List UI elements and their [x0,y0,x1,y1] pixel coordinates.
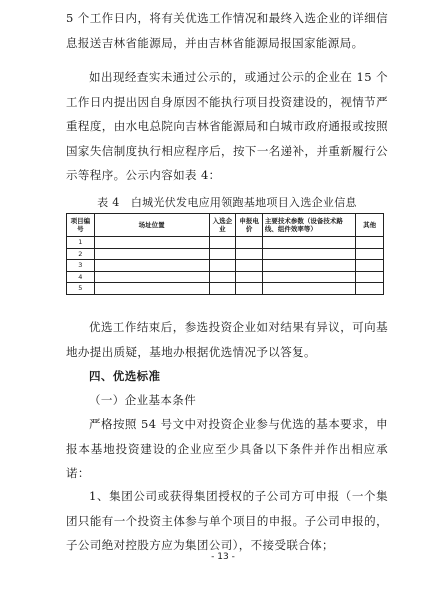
header-tech-params: 主要技术参数（设备技术路线、组件效率等） [262,214,355,237]
cell-params [262,283,355,295]
cell-other [356,248,384,260]
cell-other [356,237,384,249]
cell-project-no: 5 [67,283,95,295]
page-number: - 13 - [211,552,235,562]
cell-site [94,248,209,260]
cell-price [236,260,263,272]
header-site-location: 场址位置 [94,214,209,237]
cell-params [262,248,355,260]
cell-project-no: 3 [67,260,95,272]
cell-other [356,260,384,272]
cell-company [209,237,236,249]
header-declared-price: 申报电价 [236,214,263,237]
cell-company [209,283,236,295]
header-selected-company: 入选企业 [209,214,236,237]
cell-params [262,271,355,283]
header-project-no: 项目编号 [67,214,95,237]
cell-params [262,237,355,249]
paragraph-1: 5 个工作日内，将有关优选工作情况和最终入选企业的详细信息报送吉林省能源局，并由吉林省能源局报国家能源局。 [66,11,388,50]
table-row [67,248,384,260]
table-row [67,237,384,249]
section-heading: 四、优选标准 [89,369,161,383]
table-title: 表 4 白城光伏发电应用领跑基地项目入选企业信息 [97,196,357,209]
cell-site [94,283,209,295]
enterprise-info-table [66,213,384,295]
cell-company [209,271,236,283]
table-row [67,283,384,295]
cell-project-no: 4 [67,271,95,283]
cell-site [94,237,209,249]
cell-other [356,283,384,295]
table-header-row [67,214,384,237]
header-other: 其他 [356,214,384,237]
table-row [67,271,384,283]
cell-price [236,248,263,260]
paragraph-2: 如出现经查实未通过公示的，或通过公示的企业在 15 个工作日内提出因自身原因不能执行项目投资建设的，视情节严重程度，由水电总院向吉林省能源局和白城市政府通报或按照国家失信制度执行相应程序后，按下一名递补，并重新履行公示等程序。公示内容如表 4： [66,70,388,182]
paragraph-4: 严格按照 54 号文中对投资企业参与优选的基本要求，申报本基地投资建设的企业应至少具备以下条件并作出相应承诺： [66,417,388,480]
cell-price [236,237,263,249]
cell-params [262,260,355,272]
table-row [67,260,384,272]
cell-company [209,248,236,260]
cell-site [94,260,209,272]
paragraph-5: 1、集团公司或获得集团授权的子公司方可申报（一个集团只能有一个投资主体参与单个项目的申报。子公司申报的，子公司绝对控股方应为集团公司），不接受联合体； [66,489,388,552]
cell-project-no: 2 [67,248,95,260]
cell-price [236,271,263,283]
cell-other [356,271,384,283]
cell-project-no: 1 [67,237,95,249]
cell-site [94,271,209,283]
paragraph-3: 优选工作结束后，参选投资企业如对结果有异议，可向基地办提出质疑，基地办根据优选情况予以答复。 [66,320,388,359]
subsection-heading: （一）企业基本条件 [89,393,197,407]
cell-company [209,260,236,272]
cell-price [236,283,263,295]
